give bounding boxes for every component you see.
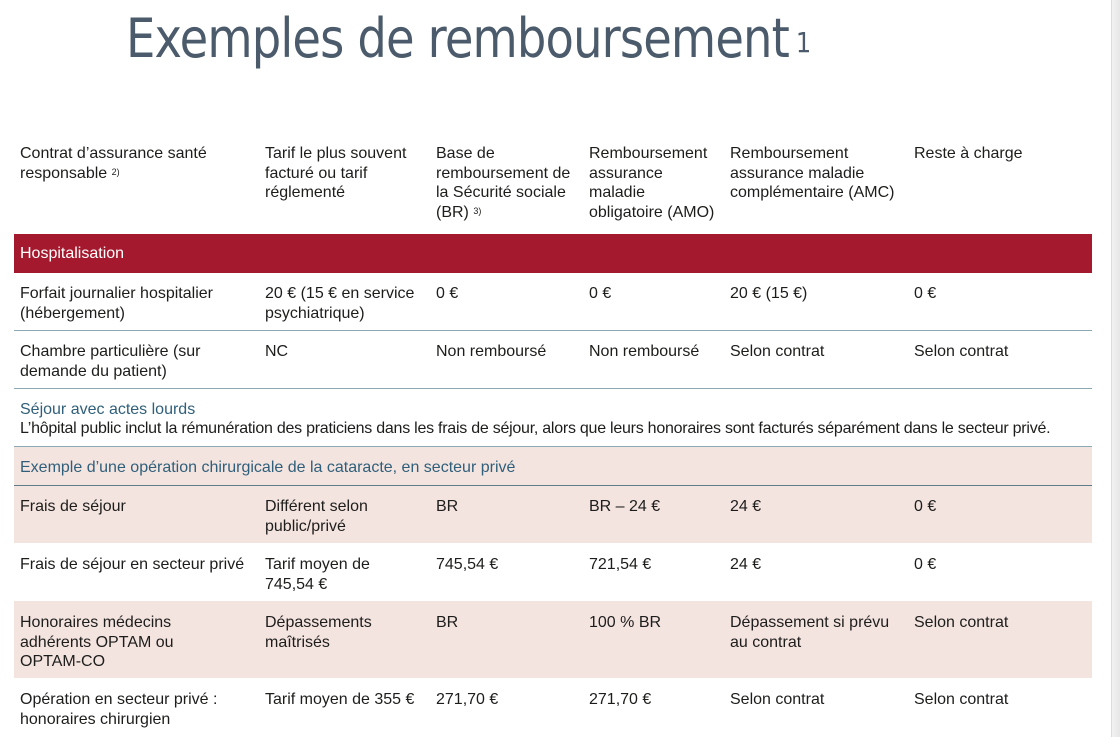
cell-base: 745,54 €: [436, 556, 499, 573]
row-label: Frais de séjour: [20, 498, 126, 515]
cell-amc: Selon contrat: [730, 343, 825, 360]
cell-tarif: Dépassements maîtrisés: [265, 614, 372, 651]
col-header-contrat: Contrat d’assurance santé responsable $^{2)}$: [20, 145, 207, 182]
cell-amo: Non remboursé: [589, 343, 700, 360]
cell-tarif: Tarif moyen de 745,54 €: [265, 556, 370, 593]
cell-amo: 271,70 €: [589, 691, 652, 708]
cell-amc: 24 €: [730, 498, 762, 515]
row-label: Opération en secteur privé : honoraires chirurgien: [20, 691, 218, 728]
row-divider: [14, 330, 1092, 331]
cell-base: 271,70 €: [436, 691, 499, 708]
cell-reste: 0 €: [914, 556, 937, 573]
cell-amo: 721,54 €: [589, 556, 652, 573]
col-header-tarif: Tarif le plus souvent facturé ou tarif réglementé: [265, 145, 407, 201]
cell-tarif: 20 € (15 € en service psychiatrique): [265, 285, 415, 322]
cell-amc: Dépassement si prévu au contrat: [730, 614, 890, 651]
title-footnote: 1: [795, 26, 811, 59]
cell-tarif: NC: [265, 343, 289, 360]
page-edge: [1111, 0, 1120, 737]
row-label: Frais de séjour en secteur privé: [20, 556, 245, 573]
row-divider: [14, 388, 1092, 389]
sejour-text: L’hôpital public inclut la rémunération des praticiens dans les frais de séjour, alors que leurs honoraires sont facturés séparément dans le secteur privé.: [20, 420, 1051, 437]
section-hospitalisation-label: Hospitalisation: [20, 245, 125, 262]
section-example-label: Exemple d’une opération chirurgicale de la cataracte, en secteur privé: [20, 459, 516, 476]
section-hospitalisation: [14, 234, 1092, 273]
cell-amo: BR – 24 €: [589, 498, 661, 515]
cell-amo: 0 €: [589, 285, 612, 302]
col-header-amo: Remboursement assurance maladie obligatoire (AMO): [589, 145, 715, 221]
page-title: Exemples de remboursement $^1$: [126, 7, 811, 70]
row-label: Honoraires médecins adhérents OPTAM ou OPTAM-CO: [20, 614, 174, 670]
sejour-title: Séjour avec actes lourds: [20, 401, 196, 418]
section-example: [14, 447, 1092, 485]
cell-amc: Selon contrat: [730, 691, 825, 708]
cell-tarif: Différent selon public/privé: [265, 498, 368, 535]
cell-amc: 24 €: [730, 556, 762, 573]
cell-tarif: Tarif moyen de 355 €: [265, 691, 415, 708]
cell-base: BR: [436, 614, 459, 631]
cell-reste: Selon contrat: [914, 343, 1009, 360]
cell-reste: 0 €: [914, 285, 937, 302]
cell-amo: 100 % BR: [589, 614, 662, 631]
cell-base: BR: [436, 498, 459, 515]
col-header-amc: Remboursement assurance maladie complémentaire (AMC): [730, 145, 895, 201]
row-label: Forfait journalier hospitalier (hébergement): [20, 285, 213, 322]
cell-reste: Selon contrat: [914, 614, 1009, 631]
col-header-base: Base de remboursement de la Sécurité sociale (BR) $^{3)}$: [436, 145, 571, 221]
cell-amc: 20 € (15 €): [730, 285, 808, 302]
cell-reste: 0 €: [914, 498, 937, 515]
cell-base: Non remboursé: [436, 343, 547, 360]
row-label: Chambre particulière (sur demande du patient): [20, 343, 201, 380]
col-header-reste: Reste à charge: [914, 145, 1023, 162]
cell-base: 0 €: [436, 285, 459, 302]
cell-reste: Selon contrat: [914, 691, 1009, 708]
